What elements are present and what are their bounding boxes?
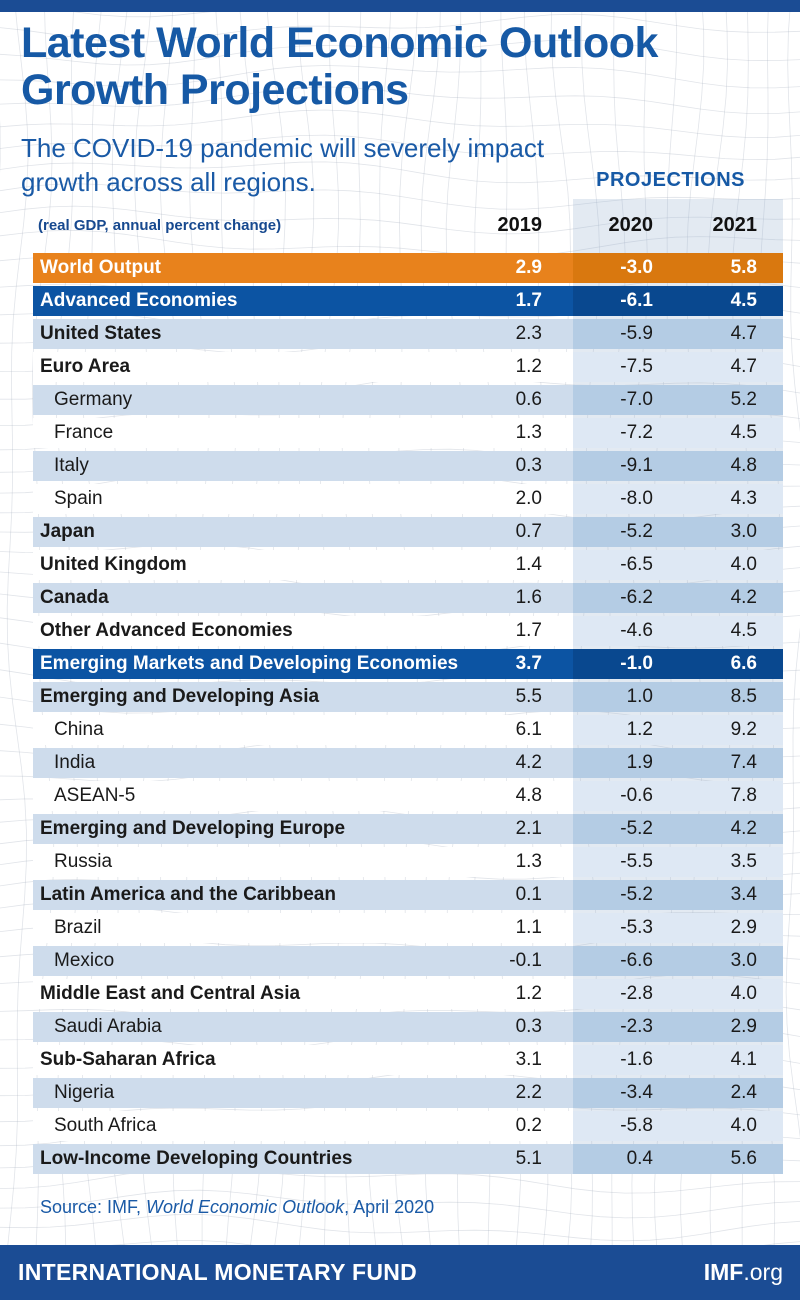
row-label: Nigeria [54, 1082, 115, 1103]
row-value-2019: 0.3 [515, 455, 542, 476]
row-value-2021: 4.2 [730, 587, 757, 608]
unit-note: (real GDP, annual percent change) [38, 217, 282, 234]
page-title [21, 20, 658, 114]
row-value-2020: 1.0 [626, 686, 653, 707]
table-row [33, 847, 783, 877]
projections-label: PROJECTIONS [596, 169, 745, 191]
table-row [33, 814, 783, 844]
column-header-row [33, 210, 783, 240]
row-value-2020: -2.8 [620, 983, 653, 1004]
row-label: Emerging Markets and Developing Economies [40, 653, 459, 674]
row-value-2020: -6.5 [620, 554, 653, 575]
table-row [33, 880, 783, 910]
row-value-2021: 3.5 [730, 851, 757, 872]
row-value-2019: 5.5 [515, 686, 542, 707]
row-value-2021: 4.5 [730, 422, 757, 443]
row-value-2020: -6.6 [620, 950, 653, 971]
table-row [33, 286, 783, 316]
table-row [33, 979, 783, 1009]
row-value-2020: -8.0 [620, 488, 653, 509]
column-header-2020: 2020 [608, 213, 653, 236]
row-value-2021: 4.8 [730, 455, 757, 476]
row-value-2019: 3.7 [515, 653, 542, 674]
row-value-2019: 2.2 [515, 1082, 542, 1103]
row-value-2020: -3.4 [620, 1082, 653, 1103]
table-row [33, 418, 783, 448]
row-value-2021: 6.6 [730, 653, 757, 674]
row-value-2019: 0.3 [515, 1016, 542, 1037]
row-value-2020: -0.6 [620, 785, 653, 806]
row-label: Italy [54, 455, 89, 476]
row-value-2019: 1.2 [515, 356, 542, 377]
row-value-2019: 2.0 [515, 488, 542, 509]
table-row [33, 550, 783, 580]
row-label: Other Advanced Economies [40, 620, 293, 641]
top-accent-bar [0, 0, 800, 12]
row-value-2021: 5.6 [730, 1148, 757, 1169]
footer-org-name: INTERNATIONAL MONETARY FUND [18, 1259, 418, 1285]
row-value-2020: 1.2 [626, 719, 653, 740]
projections-table [33, 253, 783, 1177]
row-value-2019: 1.1 [515, 917, 542, 938]
row-label: Latin America and the Caribbean [40, 884, 336, 905]
row-label: Germany [54, 389, 133, 410]
row-value-2020: -6.1 [620, 290, 653, 311]
table-row [33, 748, 783, 778]
table-row [33, 1144, 783, 1174]
row-value-2021: 4.0 [730, 983, 757, 1004]
row-value-2021: 7.4 [730, 752, 757, 773]
table-row [33, 682, 783, 712]
row-label: France [54, 422, 114, 443]
row-label: Sub-Saharan Africa [40, 1049, 216, 1070]
row-value-2019: 0.1 [515, 884, 542, 905]
table-row [33, 484, 783, 514]
row-value-2019: 0.7 [515, 521, 542, 542]
row-value-2020: -1.0 [620, 653, 653, 674]
row-label: Advanced Economies [40, 290, 238, 311]
source-suffix: , April 2020 [344, 1197, 435, 1217]
row-value-2021: 8.5 [730, 686, 757, 707]
row-label: Brazil [54, 917, 102, 938]
page-subtitle-line2: growth across all regions. [21, 167, 316, 197]
row-value-2020: -9.1 [620, 455, 653, 476]
row-label: South Africa [54, 1115, 157, 1136]
table-row [33, 1012, 783, 1042]
row-value-2019: 1.2 [515, 983, 542, 1004]
table-row [33, 781, 783, 811]
row-value-2021: 9.2 [730, 719, 757, 740]
table-row [33, 616, 783, 646]
row-value-2021: 3.0 [730, 521, 757, 542]
page-title-line2: Growth Projections [21, 66, 409, 114]
row-label: United Kingdom [40, 554, 187, 575]
row-value-2020: -5.5 [620, 851, 653, 872]
table-row [33, 715, 783, 745]
row-value-2021: 2.4 [730, 1082, 757, 1103]
row-value-2019: 1.7 [515, 620, 542, 641]
row-label: India [54, 752, 96, 773]
row-label: Emerging and Developing Europe [40, 818, 346, 839]
row-value-2020: -7.2 [620, 422, 653, 443]
row-value-2019: 4.8 [515, 785, 542, 806]
table-row [33, 352, 783, 382]
table-row [33, 253, 783, 283]
row-value-2020: 1.9 [626, 752, 653, 773]
column-header-2021: 2021 [712, 213, 757, 236]
row-value-2020: -4.6 [620, 620, 653, 641]
footer-site-org-suffix: .org [743, 1259, 783, 1285]
footer-site-imf: IMF [703, 1259, 744, 1285]
row-value-2021: 4.5 [730, 620, 757, 641]
row-value-2021: 4.5 [730, 290, 757, 311]
source-publication: World Economic Outlook [146, 1197, 345, 1217]
row-value-2021: 4.7 [730, 323, 757, 344]
row-label: Spain [54, 488, 103, 509]
row-value-2021: 4.3 [730, 488, 757, 509]
table-row [33, 1045, 783, 1075]
row-value-2019: 2.9 [515, 257, 542, 278]
row-value-2020: -5.2 [620, 884, 653, 905]
table-row [33, 946, 783, 976]
row-value-2020: -5.3 [620, 917, 653, 938]
row-value-2021: 2.9 [730, 917, 757, 938]
row-value-2020: -7.5 [620, 356, 653, 377]
table-row [33, 451, 783, 481]
row-label: Low-Income Developing Countries [40, 1148, 353, 1169]
row-value-2019: 1.7 [515, 290, 542, 311]
row-value-2021: 4.7 [730, 356, 757, 377]
row-label: Canada [40, 587, 109, 608]
row-value-2019: 0.6 [515, 389, 542, 410]
row-label: ASEAN-5 [54, 785, 136, 806]
row-value-2019: 2.3 [515, 323, 542, 344]
row-label: Japan [40, 521, 95, 542]
row-value-2021: 4.1 [730, 1049, 757, 1070]
row-value-2020: -7.0 [620, 389, 653, 410]
row-label: Saudi Arabia [54, 1016, 162, 1037]
row-value-2019: 1.4 [515, 554, 542, 575]
table-row [33, 517, 783, 547]
row-value-2021: 5.2 [730, 389, 757, 410]
page-subtitle [21, 131, 544, 199]
row-value-2020: -5.8 [620, 1115, 653, 1136]
table-row [33, 1111, 783, 1141]
row-value-2019: 1.3 [515, 422, 542, 443]
row-value-2021: 3.0 [730, 950, 757, 971]
row-value-2019: 1.3 [515, 851, 542, 872]
page-subtitle-line1: The COVID-19 pandemic will severely impact [21, 133, 545, 163]
row-value-2020: -5.9 [620, 323, 653, 344]
row-label: Emerging and Developing Asia [40, 686, 320, 707]
row-label: Euro Area [40, 356, 131, 377]
row-value-2021: 4.2 [730, 818, 757, 839]
row-value-2019: 0.2 [515, 1115, 542, 1136]
table-row [33, 649, 783, 679]
table-row [33, 385, 783, 415]
row-label: Mexico [54, 950, 115, 971]
row-value-2020: -5.2 [620, 818, 653, 839]
row-value-2021: 7.8 [730, 785, 757, 806]
row-label: United States [40, 323, 162, 344]
row-label: Russia [54, 851, 113, 872]
row-value-2019: 2.1 [515, 818, 542, 839]
row-value-2019: 4.2 [515, 752, 542, 773]
row-label: Middle East and Central Asia [40, 983, 301, 1004]
source-prefix: Source: IMF, [40, 1197, 147, 1217]
row-value-2019: 5.1 [515, 1148, 542, 1169]
footer-bar [0, 1245, 800, 1300]
row-value-2021: 5.8 [730, 257, 757, 278]
row-label: China [54, 719, 104, 740]
row-value-2020: -1.6 [620, 1049, 653, 1070]
row-value-2020: -5.2 [620, 521, 653, 542]
row-value-2021: 2.9 [730, 1016, 757, 1037]
row-value-2021: 3.4 [730, 884, 757, 905]
footer-site-link [704, 1259, 783, 1286]
table-row [33, 1078, 783, 1108]
row-value-2019: 3.1 [515, 1049, 542, 1070]
table-row [33, 583, 783, 613]
row-value-2020: -3.0 [620, 257, 653, 278]
table-row [33, 319, 783, 349]
row-value-2019: -0.1 [509, 950, 542, 971]
row-value-2021: 4.0 [730, 554, 757, 575]
row-value-2020: -2.3 [620, 1016, 653, 1037]
row-value-2019: 1.6 [515, 587, 542, 608]
row-value-2020: 0.4 [626, 1148, 653, 1169]
row-label: World Output [40, 257, 162, 278]
row-value-2020: -6.2 [620, 587, 653, 608]
source-line [40, 1197, 434, 1218]
table-row [33, 913, 783, 943]
page-title-line1: Latest World Economic Outlook [21, 19, 658, 67]
row-value-2021: 4.0 [730, 1115, 757, 1136]
row-value-2019: 6.1 [515, 719, 542, 740]
column-header-2019: 2019 [497, 213, 542, 236]
